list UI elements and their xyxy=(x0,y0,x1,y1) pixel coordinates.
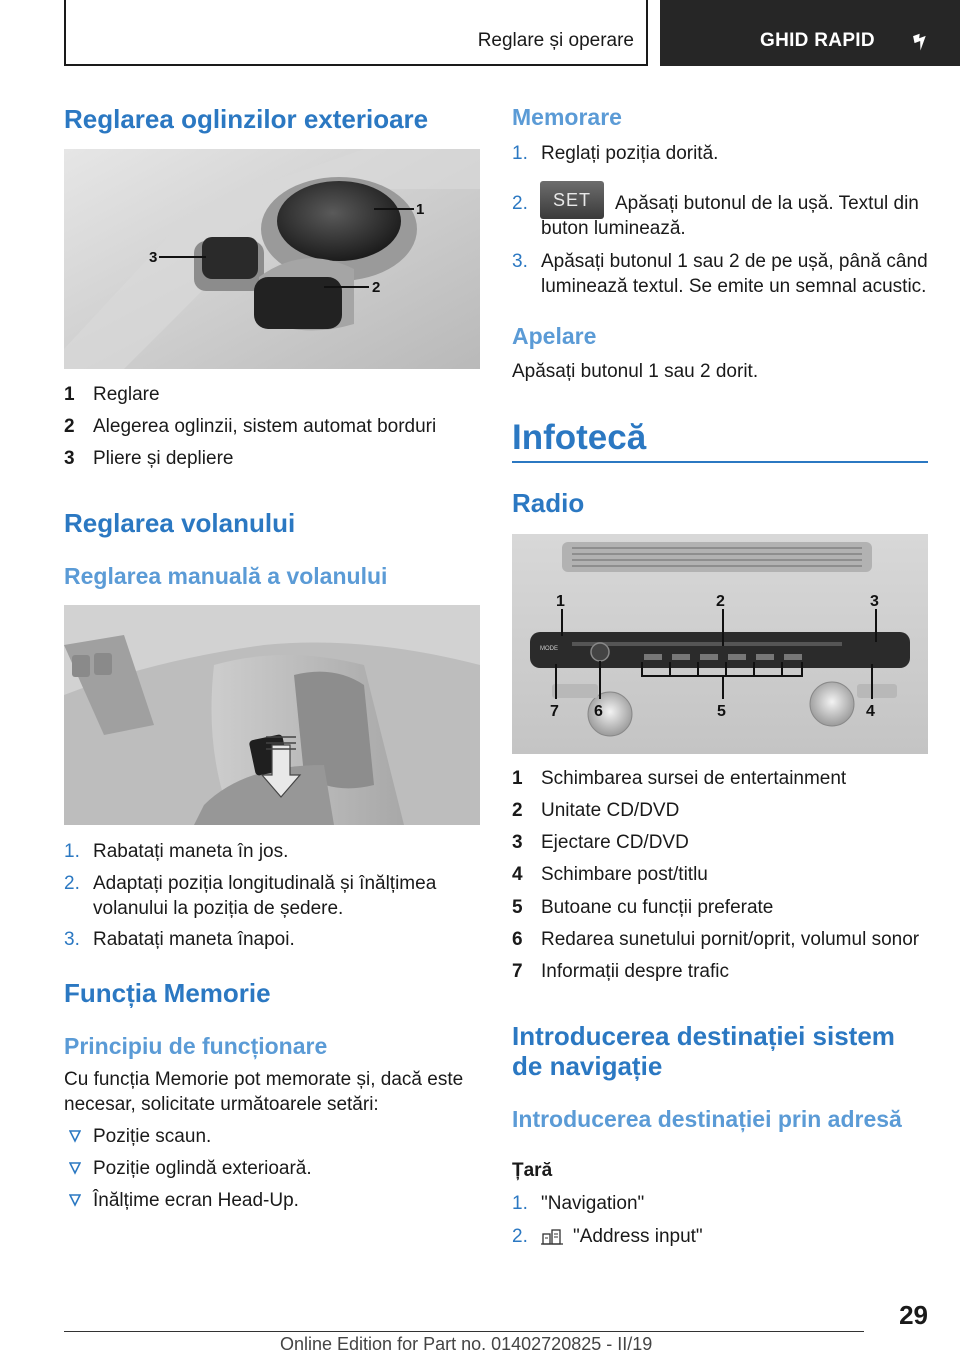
legend-text: Redarea sunetului pornit/oprit, volumul sonor xyxy=(541,929,920,950)
header-border-left xyxy=(64,0,66,66)
step-text: "Navigation" xyxy=(541,1193,645,1214)
bullet-text: Poziție oglindă exterioară. xyxy=(93,1158,312,1179)
step-number: 3. xyxy=(512,251,528,272)
radio-heading: Radio xyxy=(512,488,585,518)
triangle-bullet-icon xyxy=(69,1161,81,1175)
triangle-bullet-icon xyxy=(69,1129,81,1143)
step-number: 1. xyxy=(512,143,528,164)
radio-panel-illustration xyxy=(512,534,928,754)
recall-text: Apăsați butonul 1 sau 2 dorit. xyxy=(512,361,759,382)
nav-heading-line1: Introducerea destinației sistem xyxy=(512,1021,895,1051)
store-heading: Memorare xyxy=(512,104,622,130)
legend-number: 4 xyxy=(512,864,523,885)
principle-heading: Principiu de funcționare xyxy=(64,1033,328,1059)
address-input-icon xyxy=(541,1226,563,1246)
legend-number: 1 xyxy=(64,384,75,405)
step-text: "Address input" xyxy=(573,1226,703,1247)
principle-text: Cu funcția Memorie pot memorate și, dacă este necesar, solicitate următoarele setări: xyxy=(64,1069,464,1115)
radio-callout-5: 5 xyxy=(717,703,726,720)
step-text: Apăsați butonul 1 sau 2 de pe ușă, până când luminează textul. Se emite un semnal acustic. xyxy=(541,251,928,297)
quick-guide-icon xyxy=(910,30,932,52)
legend-text: Reglare xyxy=(93,384,160,405)
radio-mode-label: MODE xyxy=(540,646,558,652)
legend-number: 2 xyxy=(64,416,75,437)
step-number: 3. xyxy=(64,929,80,950)
legend-number: 3 xyxy=(512,832,523,853)
radio-panel-figure xyxy=(512,534,928,754)
header-section-title: Reglare și operare xyxy=(477,30,634,51)
legend-number: 5 xyxy=(512,897,523,918)
legend-text: Butoane cu funcții preferate xyxy=(541,897,774,918)
radio-callout-1: 1 xyxy=(556,593,565,610)
radio-callout-3: 3 xyxy=(870,593,879,610)
nav-address-heading: Introducerea destinației prin adresă xyxy=(512,1106,902,1132)
triangle-bullet-icon xyxy=(69,1193,81,1207)
steering-heading: Reglarea volanului xyxy=(64,508,296,538)
header-underline xyxy=(64,64,648,66)
step-text: Apăsați butonul de la ușă. Textul din buton luminează. xyxy=(541,193,919,239)
radio-callout-4: 4 xyxy=(866,703,875,720)
bullet-text: Poziție scaun. xyxy=(93,1126,212,1147)
mirrors-heading: Reglarea oglinzilor exterioare xyxy=(64,104,429,134)
radio-callout-2: 2 xyxy=(716,593,725,610)
mirror-callout-3: 3 xyxy=(149,249,158,266)
infotainment-heading: Infotecă xyxy=(512,418,647,457)
header-quick-guide-tab[interactable] xyxy=(660,0,960,66)
quick-guide-label: GHID RAPID xyxy=(760,30,875,51)
step-text: Rabatați maneta înapoi. xyxy=(93,929,295,950)
step-text: Adaptați poziția longitudinală și înălțimea volanului la poziția de ședere. xyxy=(93,873,437,919)
legend-text: Schimbarea sursei de entertainment xyxy=(541,768,847,789)
set-button-icon: SET xyxy=(540,181,604,219)
radio-callout-7: 7 xyxy=(550,703,559,720)
header-border-right xyxy=(646,0,648,66)
legend-text: Schimbare post/titlu xyxy=(541,864,708,885)
legend-text: Ejectare CD/DVD xyxy=(541,832,689,853)
legend-text: Informații despre trafic xyxy=(541,961,729,982)
mirror-controls-illustration xyxy=(64,149,480,369)
legend-number: 6 xyxy=(512,929,523,950)
recall-heading: Apelare xyxy=(512,323,597,349)
legend-text: Unitate CD/DVD xyxy=(541,800,680,821)
country-heading: Țară xyxy=(512,1160,553,1181)
mirror-controls-figure xyxy=(64,149,480,369)
bullet-text: Înălțime ecran Head-Up. xyxy=(93,1190,299,1211)
step-number: 1. xyxy=(512,1193,528,1214)
steering-lever-illustration xyxy=(64,605,480,825)
page-number: 29 xyxy=(899,1300,928,1330)
steering-lever-figure xyxy=(64,605,480,825)
step-number: 2. xyxy=(64,873,80,894)
infotainment-rule xyxy=(512,461,928,463)
step-text: Reglați poziția dorită. xyxy=(541,143,719,164)
legend-number: 2 xyxy=(512,800,523,821)
footer-rule xyxy=(64,1331,864,1332)
mirror-callout-2: 2 xyxy=(372,279,381,296)
step-number: 2. xyxy=(512,1226,528,1247)
radio-callout-6: 6 xyxy=(594,703,603,720)
steering-manual-heading: Reglarea manuală a volanului xyxy=(64,563,388,589)
step-text: Rabatați maneta în jos. xyxy=(93,841,289,862)
mirror-callout-1: 1 xyxy=(416,201,425,218)
step-number: 2. xyxy=(512,193,528,214)
legend-number: 1 xyxy=(512,768,523,789)
legend-number: 7 xyxy=(512,961,523,982)
step-number: 1. xyxy=(64,841,80,862)
nav-heading-line2: de navigație xyxy=(512,1051,663,1081)
memory-heading: Funcția Memorie xyxy=(64,978,271,1008)
legend-number: 3 xyxy=(64,448,75,469)
legend-text: Pliere și depliere xyxy=(93,448,234,469)
legend-text: Alegerea oglinzii, sistem automat borduri xyxy=(93,416,437,437)
footer-edition: Online Edition for Part no. 01402720825 - II/19 xyxy=(280,1334,653,1354)
